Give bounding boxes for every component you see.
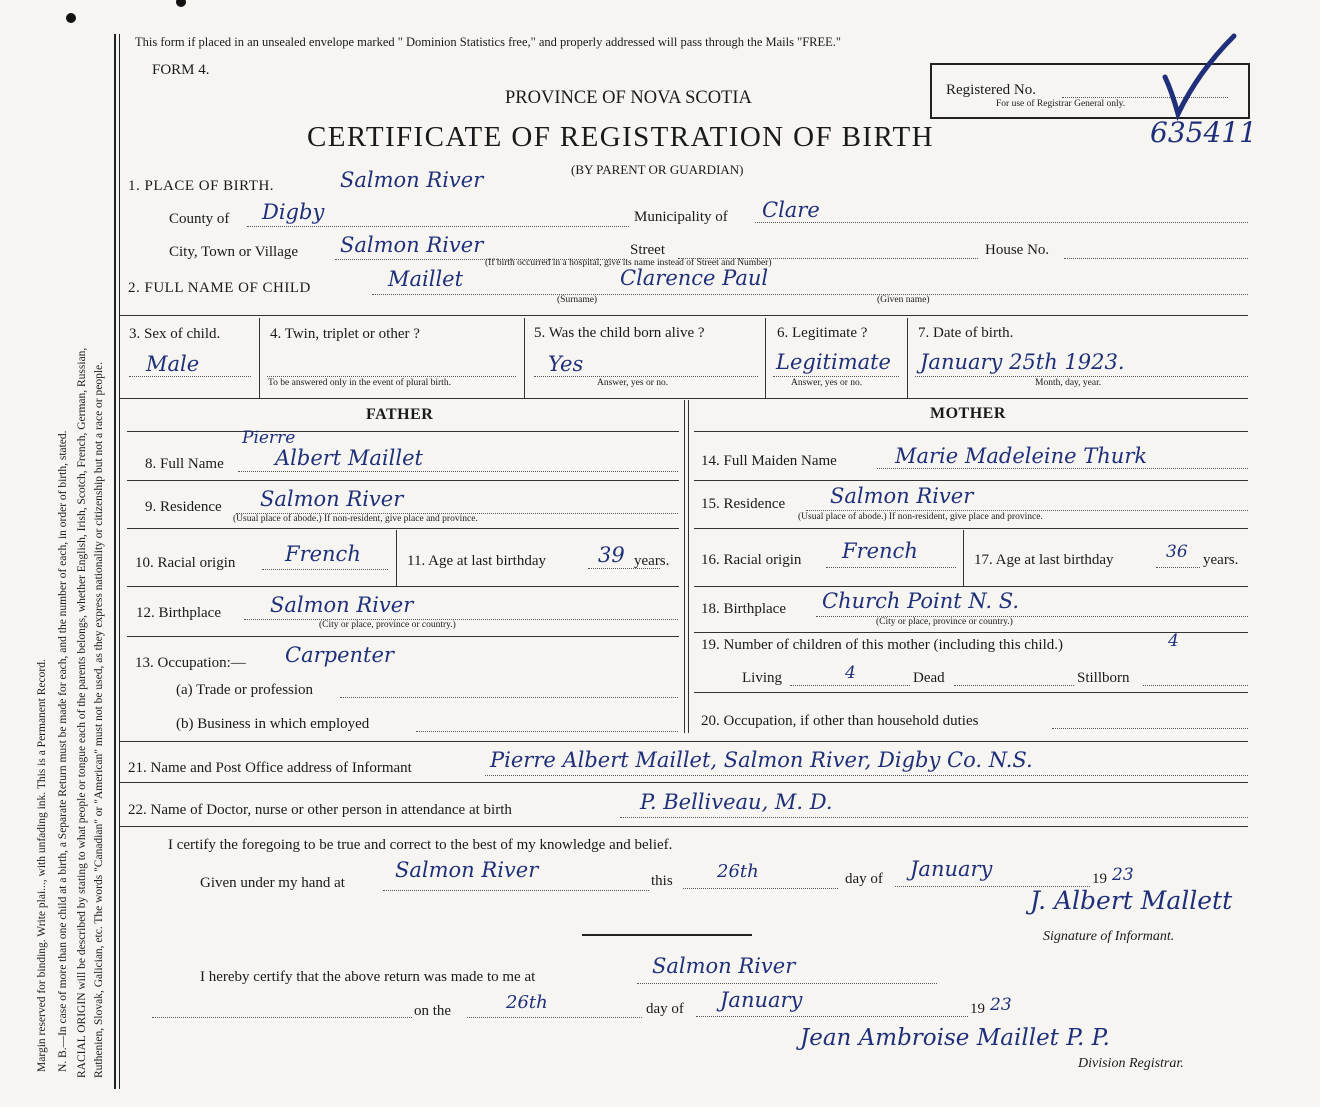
father-birthplace-value: Salmon River — [270, 593, 414, 617]
given-year: 23 — [1112, 865, 1134, 885]
rule — [120, 826, 1248, 827]
mother-age-unit: years. — [1203, 552, 1239, 568]
registrar-day-line — [467, 1017, 642, 1018]
mother-age-line — [1156, 567, 1200, 568]
rule — [694, 632, 1248, 633]
title-subtitle: (BY PARENT OR GUARDIAN) — [571, 162, 744, 177]
rule — [127, 480, 679, 481]
municipality-line — [755, 222, 1248, 223]
registrar-day-of-label: day of — [646, 1001, 684, 1017]
racial-origin-note-1: RACIAL ORIGIN will be described by stating to what people or tongue each of the parents belongs, whether English, Irish, Scotch, French, German, Russian, — [76, 347, 88, 1078]
living-value: 4 — [845, 663, 856, 683]
place-of-birth-value: Salmon River — [340, 168, 484, 192]
county-line — [247, 226, 629, 227]
alive-value: Yes — [548, 352, 584, 376]
county-label: County of — [169, 211, 230, 227]
rule — [694, 528, 1248, 529]
father-occupation-value: Carpenter — [285, 643, 394, 667]
registrar-signature: Jean Ambroise Maillet P. P. — [800, 1025, 1110, 1051]
rule — [120, 782, 1248, 783]
given-day-line — [683, 888, 838, 889]
province-heading: PROVINCE OF NOVA SCOTIA — [505, 88, 752, 108]
rule — [694, 692, 1248, 693]
child-surname: Maillet — [388, 267, 464, 291]
mother-occupation-line — [1052, 728, 1248, 729]
alive-label: 5. Was the child born alive ? — [534, 325, 705, 341]
twin-note: To be answered only in the event of plural birth. — [268, 378, 451, 388]
margin-rule — [114, 34, 116, 1089]
child-name-line — [372, 294, 1248, 295]
twin-label: 4. Twin, triplet or other ? — [270, 326, 420, 342]
doctor-line — [620, 817, 1248, 818]
racial-origin-note-2: Ruthenien, Slovak, Galician, etc. The words "Canadian" or "American" must not be used, as they express nationality or citizenship but not a race or people. — [93, 361, 105, 1078]
rule — [259, 318, 260, 398]
mother-residence-note: (Usual place of abode.) If non-resident, give place and province. — [798, 512, 1043, 522]
father-name-line — [238, 471, 678, 472]
street-label: Street — [630, 242, 665, 258]
house-label: House No. — [985, 242, 1050, 258]
dob-line — [915, 376, 1248, 377]
rule — [127, 586, 679, 587]
legitimate-value: Legitimate — [776, 350, 891, 374]
twin-line — [267, 376, 516, 377]
legitimate-note: Answer, yes or no. — [791, 378, 863, 388]
father-birthplace-note: (City or place, province or country.) — [319, 620, 456, 630]
mother-name-value: Marie Madeleine Thurk — [895, 444, 1148, 468]
city-label: City, Town or Village — [169, 244, 299, 260]
mother-age-label: 17. Age at last birthday — [974, 552, 1114, 568]
mother-birthplace-note: (City or place, province or country.) — [876, 617, 1013, 627]
given-day: 26th — [717, 861, 759, 882]
given-month: January — [910, 857, 993, 881]
hospital-note: (If birth occurred in a hospital, give its name instead of Street and Number) — [485, 258, 772, 268]
alive-note: Answer, yes or no. — [597, 378, 669, 388]
year-prefix: 19 — [1092, 871, 1107, 887]
rule — [963, 530, 964, 586]
registration-number: 635411 — [1150, 116, 1257, 149]
municipality-label: Municipality of — [634, 209, 728, 225]
mother-name-line — [877, 468, 1248, 469]
registrar-month: January — [720, 988, 803, 1012]
registrar-lead-line — [152, 1017, 412, 1018]
business-line — [416, 731, 678, 732]
trade-label: (a) Trade or profession — [176, 682, 314, 698]
dob-value: January 25th 1923. — [920, 350, 1125, 374]
children-value: 4 — [1168, 631, 1179, 651]
father-heading: FATHER — [366, 406, 434, 423]
stillborn-line — [1143, 685, 1248, 686]
rule — [127, 528, 679, 529]
mother-heading: MOTHER — [930, 405, 1006, 422]
registrar-day: 26th — [506, 992, 548, 1013]
living-line — [790, 685, 910, 686]
rule — [694, 431, 1248, 432]
rule — [524, 318, 525, 398]
rule — [694, 480, 1248, 481]
sex-value: Male — [146, 352, 200, 376]
given-label: Given under my hand at — [200, 875, 345, 891]
alive-line — [534, 376, 758, 377]
given-place-line — [383, 890, 649, 891]
mother-birthplace-label: 18. Birthplace — [701, 601, 786, 617]
rule — [694, 586, 1248, 587]
business-label: (b) Business in which employed — [176, 716, 370, 732]
father-name-insert: Pierre — [242, 428, 296, 448]
father-age-label: 11. Age at last birthday — [407, 553, 546, 569]
rule — [120, 741, 1248, 742]
dob-label: 7. Date of birth. — [918, 325, 1014, 341]
postal-notice: This form if placed in an unsealed envelope marked " Dominion Statistics free," and properly addressed will pass through the Mails "FREE." — [135, 35, 842, 49]
mother-racial-value: French — [842, 539, 918, 563]
form-number: FORM 4. — [152, 62, 210, 78]
separator — [582, 934, 752, 936]
father-racial-value: French — [285, 542, 361, 566]
rule — [120, 315, 1248, 316]
dead-label: Dead — [913, 670, 945, 686]
father-racial-label: 10. Racial origin — [135, 555, 236, 571]
living-label: Living — [742, 670, 782, 686]
child-name-label: 2. FULL NAME OF CHILD — [128, 280, 311, 296]
municipality-value: Clare — [762, 198, 820, 222]
sex-label: 3. Sex of child. — [129, 326, 221, 342]
child-given-name: Clarence Paul — [620, 266, 769, 290]
rule — [127, 431, 679, 432]
registrar-signature-label: Division Registrar. — [1078, 1056, 1184, 1071]
doctor-label: 22. Name of Doctor, nurse or other person in attendance at birth — [128, 802, 512, 818]
registrar-month-line — [696, 1016, 968, 1017]
place-of-birth-label: 1. PLACE OF BIRTH. — [128, 178, 275, 194]
registrar-year: 23 — [990, 995, 1012, 1015]
rule — [396, 530, 397, 586]
rule — [907, 318, 908, 398]
registrar-year-prefix: 19 — [970, 1001, 985, 1017]
on-the-label: on the — [414, 1003, 452, 1019]
dead-line — [954, 685, 1074, 686]
registered-note: For use of Registrar General only. — [996, 99, 1126, 109]
this-label: this — [651, 873, 673, 889]
informant-value: Pierre Albert Maillet, Salmon River, Digby Co. N.S. — [490, 748, 1033, 772]
trade-line — [340, 697, 678, 698]
stillborn-label: Stillborn — [1077, 670, 1130, 686]
margin-note: Margin reserved for binding. Write plai..., with unfading ink. This is a Permanent Record. — [36, 659, 48, 1072]
mother-name-label: 14. Full Maiden Name — [701, 453, 837, 469]
checkmark-icon — [1160, 32, 1240, 122]
parents-divider — [684, 400, 685, 733]
house-line — [1064, 258, 1248, 259]
binding-hole — [176, 0, 186, 7]
mother-residence-label: 15. Residence — [701, 496, 786, 512]
father-residence-note: (Usual place of abode.) If non-resident, give place and province. — [233, 514, 478, 524]
father-age-unit: years. — [634, 553, 670, 569]
mother-birthplace-value: Church Point N. S. — [822, 589, 1020, 613]
given-place: Salmon River — [395, 858, 539, 882]
mother-racial-label: 16. Racial origin — [701, 552, 802, 568]
rule — [120, 398, 1248, 399]
dob-note: Month, day, year. — [1035, 378, 1102, 388]
registrar-statement: I hereby certify that the above return was made to me at — [200, 969, 536, 985]
informant-signature: J. Albert Mallett — [1030, 886, 1233, 915]
page-title: CERTIFICATE OF REGISTRATION OF BIRTH — [307, 121, 934, 153]
given-name-caption: (Given name) — [877, 295, 930, 305]
binding-hole — [66, 13, 76, 23]
rule — [127, 636, 679, 637]
registered-label: Registered No. — [946, 82, 1036, 98]
informant-signature-label: Signature of Informant. — [1043, 929, 1175, 944]
margin-rule-inner — [119, 34, 120, 1089]
surname-caption: (Surname) — [557, 295, 598, 305]
certify-statement: I certify the foregoing to be true and correct to the best of my knowledge and belief. — [168, 837, 673, 853]
sex-line — [129, 376, 251, 377]
mother-occupation-label: 20. Occupation, if other than household duties — [701, 713, 979, 729]
mother-residence-line — [806, 510, 1248, 511]
doctor-value: P. Belliveau, M. D. — [640, 790, 833, 814]
day-of-label: day of — [845, 871, 883, 887]
father-birthplace-label: 12. Birthplace — [136, 605, 221, 621]
legitimate-line — [773, 376, 899, 377]
father-residence-value: Salmon River — [260, 487, 404, 511]
children-label: 19. Number of children of this mother (including this child.) — [701, 637, 1064, 653]
registrar-place: Salmon River — [652, 954, 796, 978]
father-birthplace-line — [244, 619, 678, 620]
parents-divider — [688, 400, 689, 733]
mother-residence-value: Salmon River — [830, 484, 974, 508]
father-racial-line — [262, 569, 388, 570]
city-value: Salmon River — [340, 233, 484, 257]
legitimate-label: 6. Legitimate ? — [777, 325, 868, 341]
mother-racial-line — [826, 567, 956, 568]
father-occupation-label: 13. Occupation:— — [135, 655, 246, 671]
informant-line — [485, 775, 1248, 776]
county-value: Digby — [262, 200, 325, 224]
mother-age-value: 36 — [1166, 542, 1188, 562]
father-residence-label: 9. Residence — [145, 499, 222, 515]
nb-note: N. B.—In case of more than one child at a birth, a Separate Return must be made for each, and the number of each, in order of birth, stated. — [57, 430, 69, 1072]
rule — [765, 318, 766, 398]
informant-label: 21. Name and Post Office address of Informant — [128, 760, 412, 776]
registrar-place-line — [637, 983, 937, 984]
father-name-label: 8. Full Name — [145, 456, 224, 472]
father-age-value: 39 — [598, 543, 625, 567]
father-name-value: Albert Maillet — [275, 446, 423, 470]
